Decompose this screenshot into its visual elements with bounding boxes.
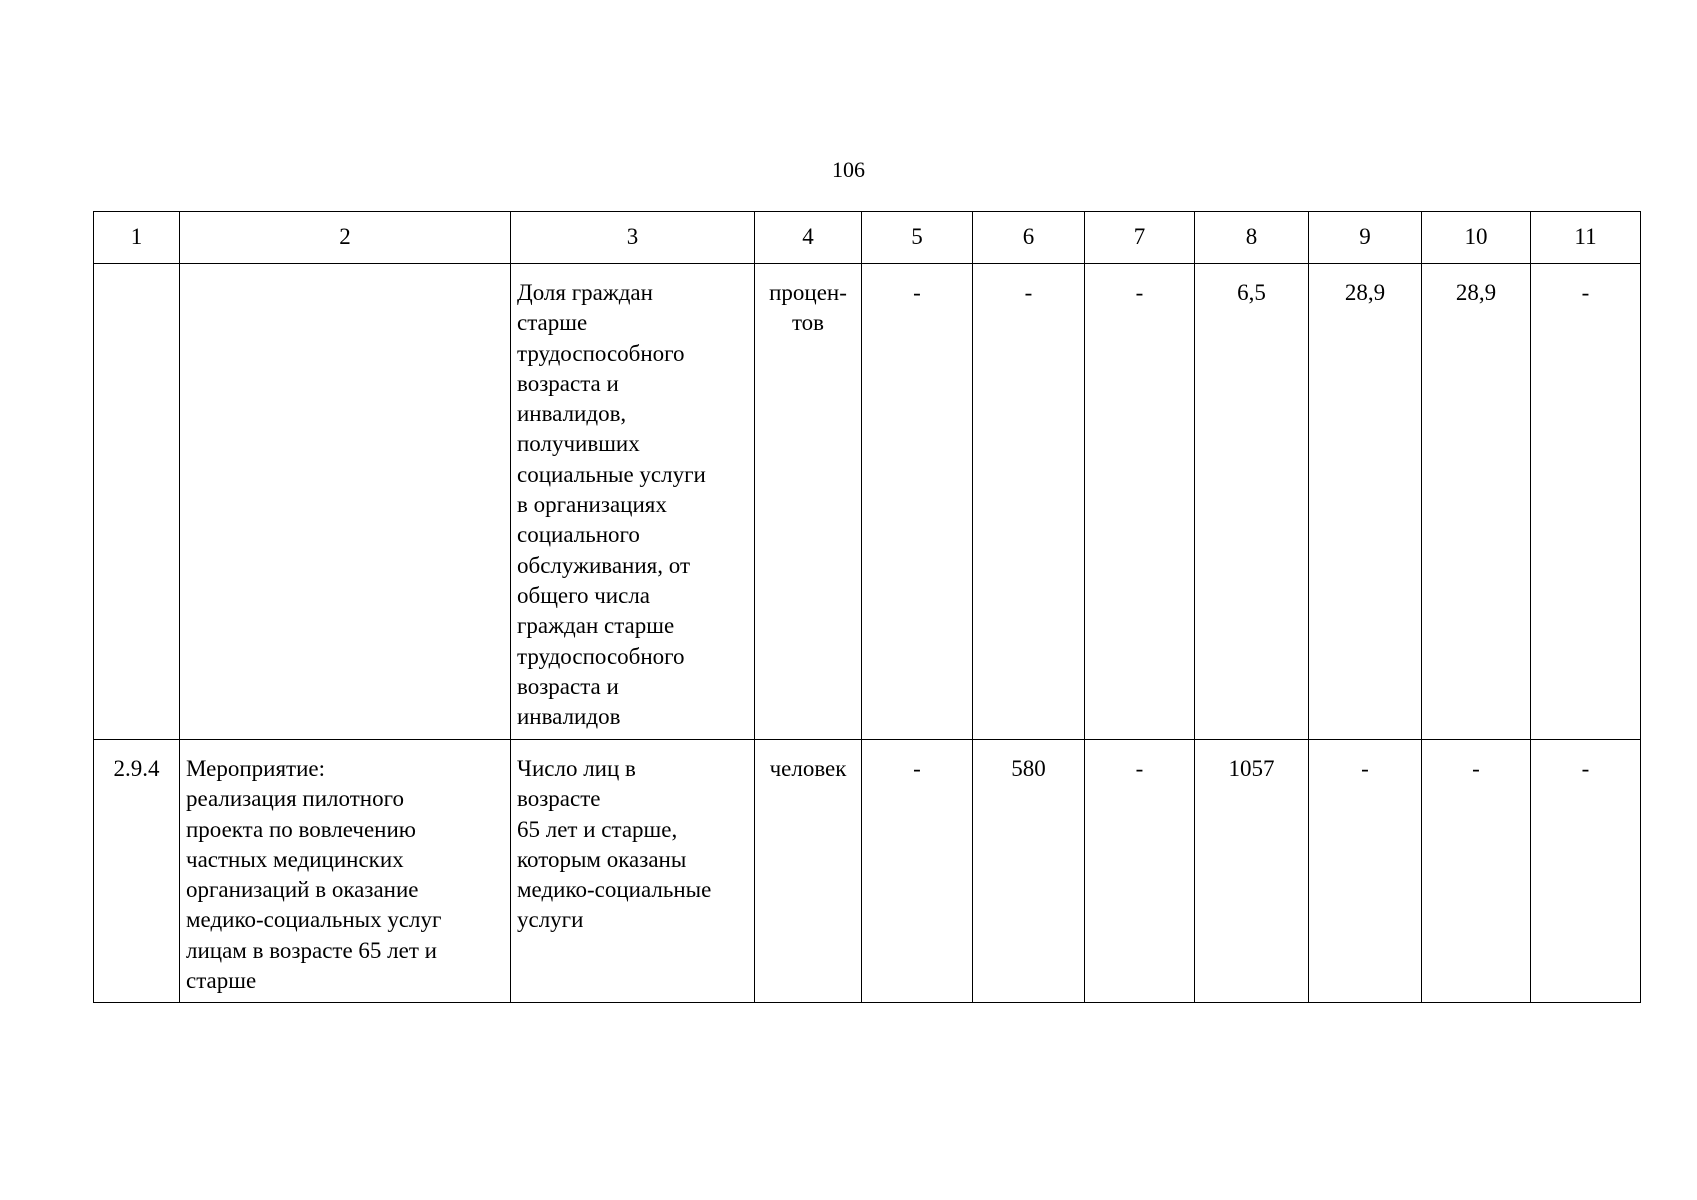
value-cell-10: - [1422,740,1531,1003]
indicator-cell: Число лиц в возрасте 65 лет и старше, которым оказаны медико-социальные услуги [511,740,755,1003]
value-cell-9: - [1309,740,1422,1003]
value-cell-6: - [973,264,1085,740]
header-cell: 7 [1085,212,1195,264]
value-cell-7: - [1085,264,1195,740]
value-cell-8: 6,5 [1195,264,1309,740]
row-number-cell: 2.9.4 [94,740,180,1003]
header-cell: 5 [862,212,973,264]
header-cell: 3 [511,212,755,264]
header-cell: 4 [755,212,862,264]
row-number-cell [94,264,180,740]
value-cell-11: - [1531,264,1641,740]
header-cell: 10 [1422,212,1531,264]
table-header-row [94,212,1641,264]
unit-cell: процен- тов [755,264,862,740]
value-cell-6: 580 [973,740,1085,1003]
header-cell: 2 [180,212,511,264]
header-cell: 11 [1531,212,1641,264]
table-row [94,264,1641,740]
header-cell: 1 [94,212,180,264]
header-cell: 6 [973,212,1085,264]
value-cell-11: - [1531,740,1641,1003]
measure-cell: Мероприятие: реализация пилотного проекта по вовлечению частных медицинских организаций в оказание медико-социальных услуг лицам в возрасте 65 лет и старше [180,740,511,1003]
value-cell-10: 28,9 [1422,264,1531,740]
indicators-table [93,211,1641,1003]
value-cell-9: 28,9 [1309,264,1422,740]
header-cell: 8 [1195,212,1309,264]
header-cell: 9 [1309,212,1422,264]
measure-cell [180,264,511,740]
value-cell-8: 1057 [1195,740,1309,1003]
table-row [94,740,1641,1003]
page-number: 106 [832,157,865,182]
value-cell-7: - [1085,740,1195,1003]
indicator-cell: Доля граждан старше трудоспособного возраста и инвалидов, получивших социальные услуги в организациях социального обслуживания, от общего числа граждан старше трудоспособного возраста и инвалидов [511,264,755,740]
value-cell-5: - [862,264,973,740]
unit-cell: человек [755,740,862,1003]
value-cell-5: - [862,740,973,1003]
